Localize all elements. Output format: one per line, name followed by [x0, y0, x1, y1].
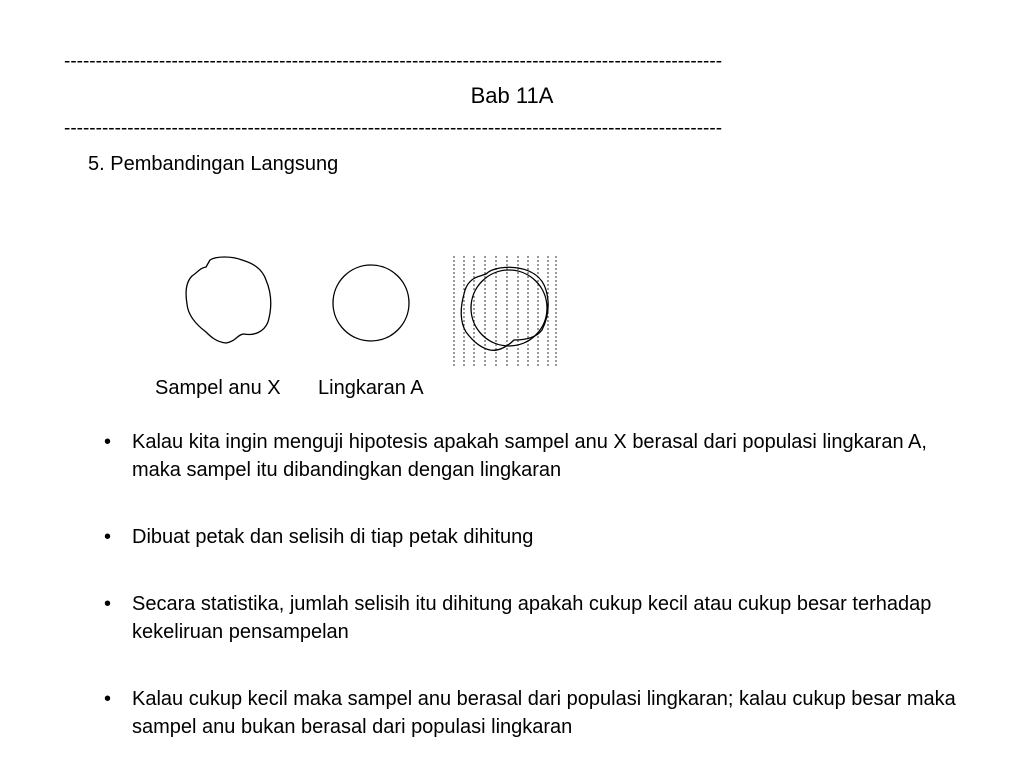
circle-a: [333, 265, 409, 341]
bullet-item: [104, 428, 974, 484]
bullet-item: [104, 523, 974, 551]
sample-label: Sampel anu X: [155, 377, 281, 399]
circle-label: Lingkaran A: [318, 377, 424, 399]
bullet-item: [104, 685, 974, 741]
bullet-list: [104, 428, 974, 780]
sample-shape: [186, 257, 271, 343]
bullet-dot: •: [104, 526, 112, 548]
bullet-text: Secara statistika, jumlah selisih itu dihitung apakah cukup kecil atau cukup besar terhadap kekeliruan pensampelan: [132, 593, 932, 643]
bullet-item: [104, 590, 974, 646]
bullet-text: Kalau cukup kecil maka sampel anu berasal dari populasi lingkaran; kalau cukup besar maka sampel anu bukan berasal dari populasi lingkaran: [132, 688, 956, 738]
bullet-text: Dibuat petak dan selisih di tiap petak dihitung: [132, 526, 534, 548]
header-rule-bottom: --------------------------------------------------------------------------------------------------------: [64, 119, 723, 139]
section-heading: 5. Pembandingan Langsung: [88, 153, 339, 175]
bullet-dot: •: [104, 688, 112, 710]
overlay-grid: [454, 256, 556, 366]
bullet-text: Kalau kita ingin menguji hipotesis apakah sampel anu X berasal dari populasi lingkaran A, maka sampel itu dibandingkan dengan lingkaran: [132, 431, 927, 481]
header-rule-top: --------------------------------------------------------------------------------------------------------: [64, 52, 723, 72]
overlay-circle: [471, 270, 547, 346]
comparison-figure: [180, 250, 570, 380]
page-title: Bab 11A: [470, 83, 554, 108]
bullet-dot: •: [104, 431, 112, 453]
bullet-dot: •: [104, 593, 112, 615]
